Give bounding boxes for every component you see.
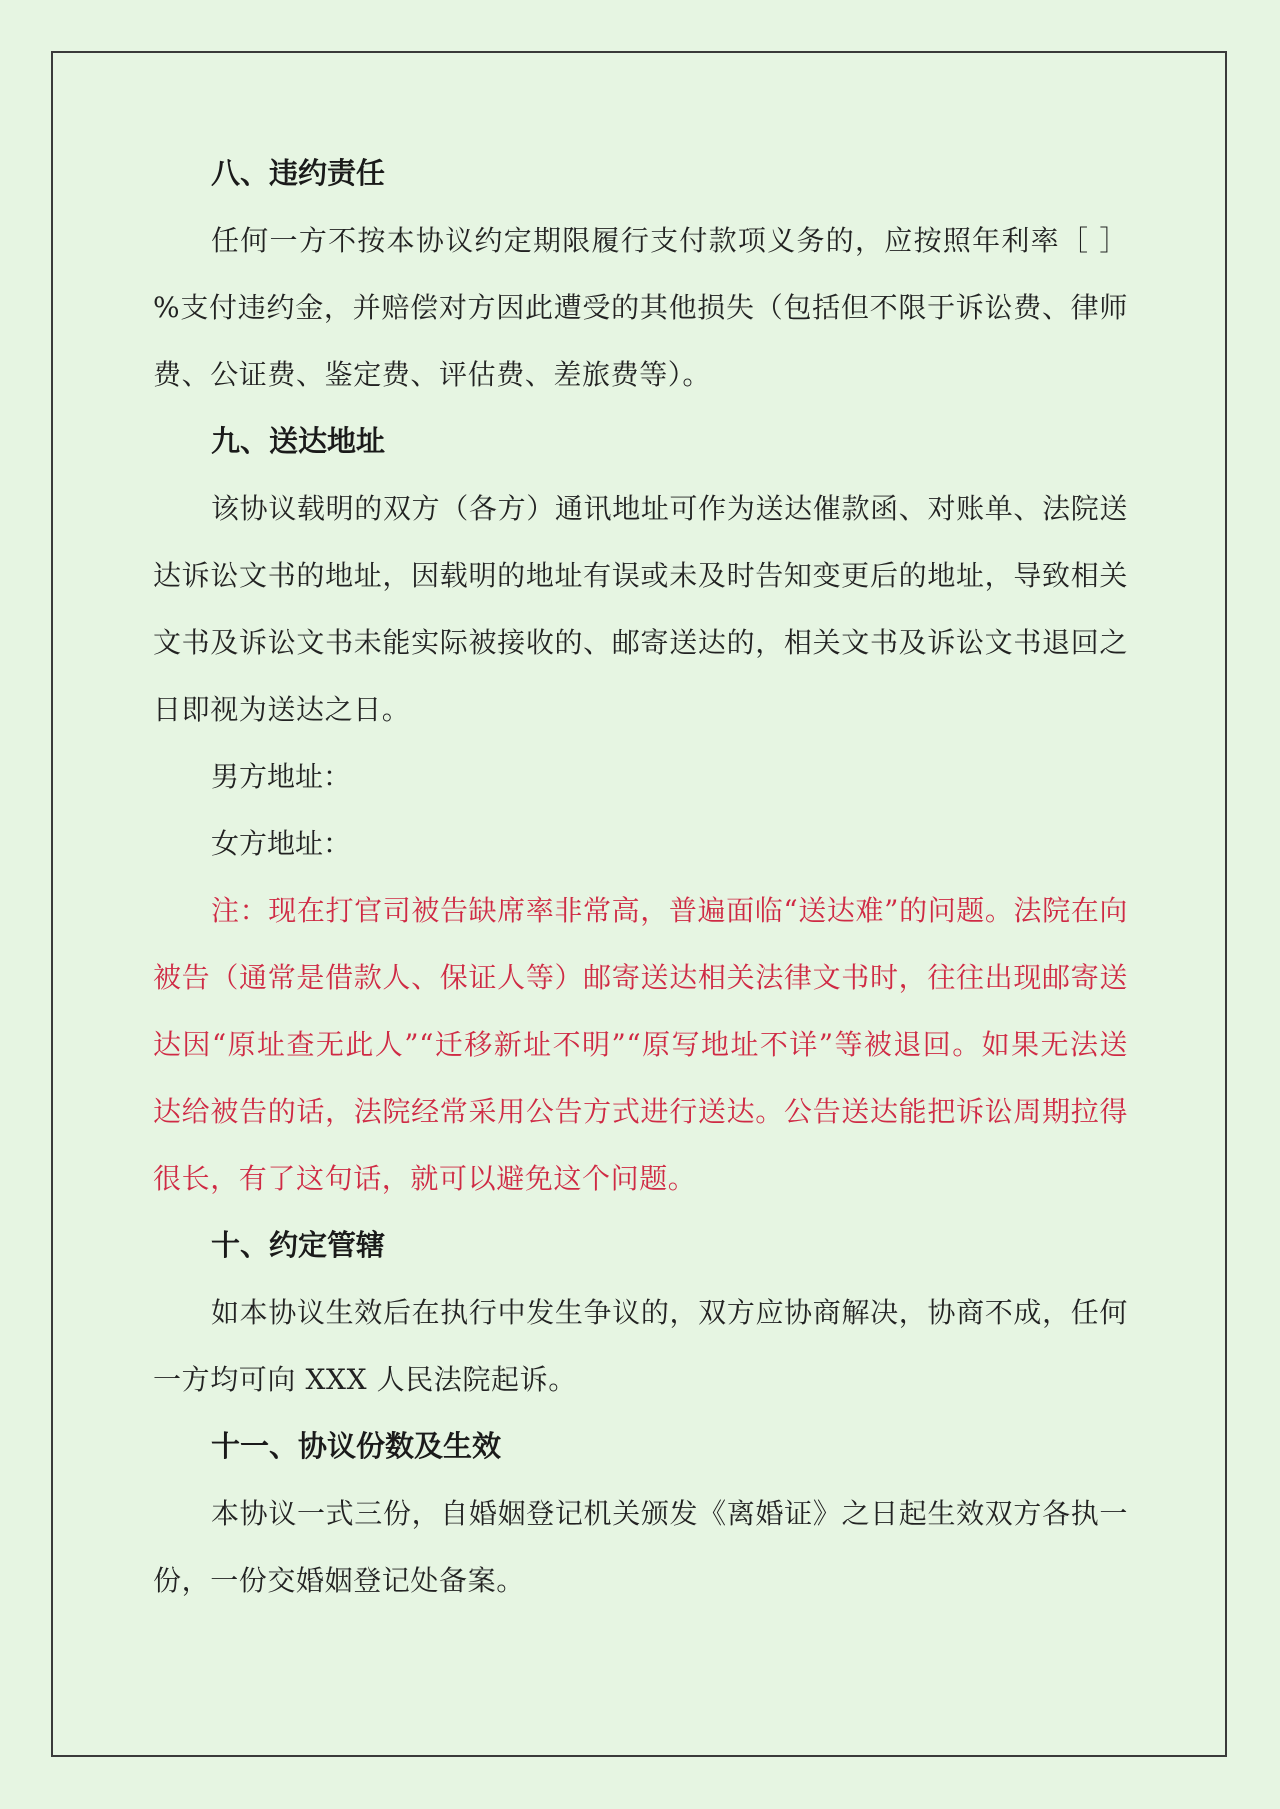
section-heading-jurisdiction: 十、约定管辖	[211, 1228, 386, 1262]
document-body	[153, 140, 1128, 1614]
section-body-breach: 任何一方不按本协议约定期限履行支付款项义务的，应按照年利率［ ］%支付违约金，并赔偿对方因此遭受的其他损失（包括但不限于诉讼费、律师费、公证费、鉴定费、评估费、差旅费等）。	[153, 224, 1128, 391]
section-body-address: 该协议载明的双方（各方）通讯地址可作为送达催款函、对账单、法院送达诉讼文书的地址，因载明的地址有误或未及时告知变更后的地址，导致相关文书及诉讼文书未能实际被接收的、邮寄送达的，相关文书及诉讼文书退回之日即视为送达之日。	[153, 492, 1128, 726]
female-address-label: 女方地址：	[211, 827, 352, 860]
male-address-label: 男方地址：	[211, 760, 352, 793]
section-body-copies: 本协议一式三份，自婚姻登记机关颁发《离婚证》之日起生效双方各执一份，一份交婚姻登记处备案。	[153, 1497, 1128, 1597]
section-heading-address: 九、送达地址	[211, 424, 386, 458]
section-heading-copies: 十一、协议份数及生效	[211, 1429, 502, 1463]
address-note: 注：现在打官司被告缺席率非常高，普遍面临“送达难”的问题。法院在向被告（通常是借款人、保证人等）邮寄送达相关法律文书时，往往出现邮寄送达因“原址查无此人”“迁移新址不明”“原写地址不详”等被退回。如果无法送达给被告的话，法院经常采用公告方式进行送达。公告送达能把诉讼周期拉得很长，有了这句话，就可以避免这个问题。	[153, 894, 1128, 1195]
section-heading-breach: 八、违约责任	[211, 156, 386, 190]
section-body-jurisdiction: 如本协议生效后在执行中发生争议的，双方应协商解决，协商不成，任何一方均可向 XXX 人民法院起诉。	[153, 1296, 1128, 1396]
